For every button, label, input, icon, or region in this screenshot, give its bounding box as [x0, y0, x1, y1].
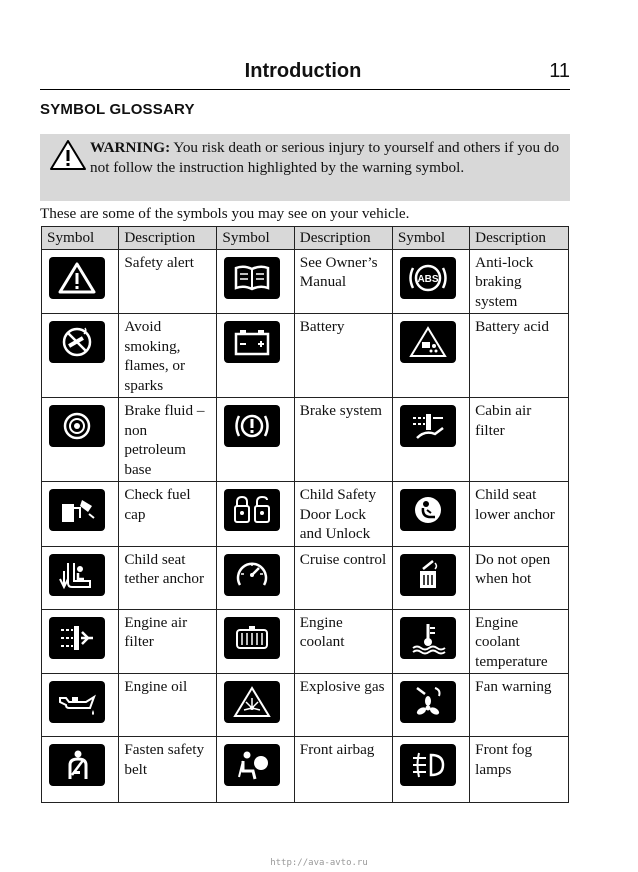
description-cell: Avoid smoking, flames, or sparks	[119, 314, 217, 398]
symbol-cell	[392, 546, 469, 609]
column-header: Description	[294, 227, 392, 250]
fan-warning-icon	[400, 681, 456, 723]
description-cell: Engine coolant	[294, 609, 392, 674]
symbol-cell	[217, 737, 294, 803]
engine-air-filter-icon	[49, 617, 105, 659]
table-row	[42, 674, 569, 737]
description-cell: Cruise control	[294, 546, 392, 609]
description-cell: Cabin air filter	[470, 398, 569, 482]
symbol-cell	[42, 398, 119, 482]
symbol-cell	[42, 249, 119, 314]
footer-url: http://ava-avto.ru	[270, 858, 368, 868]
description-cell: Brake fluid – non petroleum base	[119, 398, 217, 482]
page-title: Introduction	[244, 60, 362, 82]
symbol-cell	[42, 546, 119, 609]
symbol-cell	[42, 482, 119, 547]
symbol-cell	[392, 737, 469, 803]
symbol-cell	[217, 314, 294, 398]
symbol-cell	[217, 482, 294, 547]
description-cell: Battery	[294, 314, 392, 398]
column-header: Description	[470, 227, 569, 250]
description-cell: Front fog lamps	[470, 737, 569, 803]
front-fog-lamps-icon	[400, 744, 456, 786]
battery-icon	[224, 321, 280, 363]
child-seat-tether-icon	[49, 554, 105, 596]
description-cell: Front airbag	[294, 737, 392, 803]
table-header-row	[42, 227, 569, 250]
warning-label: WARNING:	[90, 139, 171, 156]
safety-alert-icon	[49, 257, 105, 299]
battery-acid-icon	[400, 321, 456, 363]
symbol-cell	[392, 674, 469, 737]
description-cell: Child seat tether anchor	[119, 546, 217, 609]
column-header: Symbol	[392, 227, 469, 250]
seat-belt-icon	[49, 744, 105, 786]
column-header: Symbol	[217, 227, 294, 250]
warning-triangle-icon	[46, 138, 90, 172]
engine-oil-icon	[49, 681, 105, 723]
intro-text: These are some of the symbols you may see on your vehicle.	[40, 205, 410, 222]
symbol-cell	[392, 398, 469, 482]
child-door-lock-icon	[224, 489, 280, 531]
description-cell: See Owner’s Manual	[294, 249, 392, 314]
description-cell: Engine air filter	[119, 609, 217, 674]
description-cell: Engine oil	[119, 674, 217, 737]
header-divider	[40, 89, 570, 90]
symbol-cell	[217, 546, 294, 609]
symbol-cell	[42, 737, 119, 803]
abs-icon	[400, 257, 456, 299]
symbol-cell	[42, 314, 119, 398]
table-row	[42, 546, 569, 609]
symbol-cell	[217, 674, 294, 737]
description-cell: Anti-lock braking system	[470, 249, 569, 314]
brake-system-icon	[224, 405, 280, 447]
symbol-cell	[392, 249, 469, 314]
section-title: SYMBOL GLOSSARY	[40, 101, 195, 118]
explosive-gas-icon	[224, 681, 280, 723]
description-cell: Brake system	[294, 398, 392, 482]
description-cell: Check fuel cap	[119, 482, 217, 547]
symbol-cell	[392, 482, 469, 547]
symbol-cell	[42, 609, 119, 674]
table-row	[42, 482, 569, 547]
do-not-open-hot-icon	[400, 554, 456, 596]
description-cell: Safety alert	[119, 249, 217, 314]
description-cell: Fan warning	[470, 674, 569, 737]
symbol-cell	[217, 398, 294, 482]
brake-fluid-icon	[49, 405, 105, 447]
description-cell: Do not open when hot	[470, 546, 569, 609]
no-smoking-icon	[49, 321, 105, 363]
table-row	[42, 314, 569, 398]
description-cell: Child seat lower anchor	[470, 482, 569, 547]
check-fuel-cap-icon	[49, 489, 105, 531]
column-header: Symbol	[42, 227, 119, 250]
table-row	[42, 398, 569, 482]
table-row	[42, 249, 569, 314]
engine-coolant-icon	[224, 617, 280, 659]
cruise-control-icon	[224, 554, 280, 596]
front-airbag-icon	[224, 744, 280, 786]
cabin-air-filter-icon	[400, 405, 456, 447]
description-cell: Battery acid	[470, 314, 569, 398]
child-seat-lower-anchor-icon	[400, 489, 456, 531]
symbol-cell	[42, 674, 119, 737]
symbol-cell	[217, 609, 294, 674]
description-cell: Explosive gas	[294, 674, 392, 737]
description-cell: Child Safety Door Lock and Unlock	[294, 482, 392, 547]
table-row	[42, 737, 569, 803]
table-row	[42, 609, 569, 674]
symbol-table	[41, 226, 569, 803]
coolant-temperature-icon	[400, 617, 456, 659]
description-cell: Fasten safety belt	[119, 737, 217, 803]
description-cell: Engine coolant temperature	[470, 609, 569, 674]
svg-text:ABS: ABS	[417, 273, 439, 285]
warning-box	[40, 134, 570, 201]
symbol-cell	[392, 314, 469, 398]
symbol-cell	[217, 249, 294, 314]
page-number: 11	[549, 60, 570, 82]
warning-text: You risk death or serious injury to yourself and others if you do not follow the instruction highlighted by the warning symbol.	[90, 139, 560, 176]
symbol-cell	[392, 609, 469, 674]
owners-manual-icon	[224, 257, 280, 299]
column-header: Description	[119, 227, 217, 250]
